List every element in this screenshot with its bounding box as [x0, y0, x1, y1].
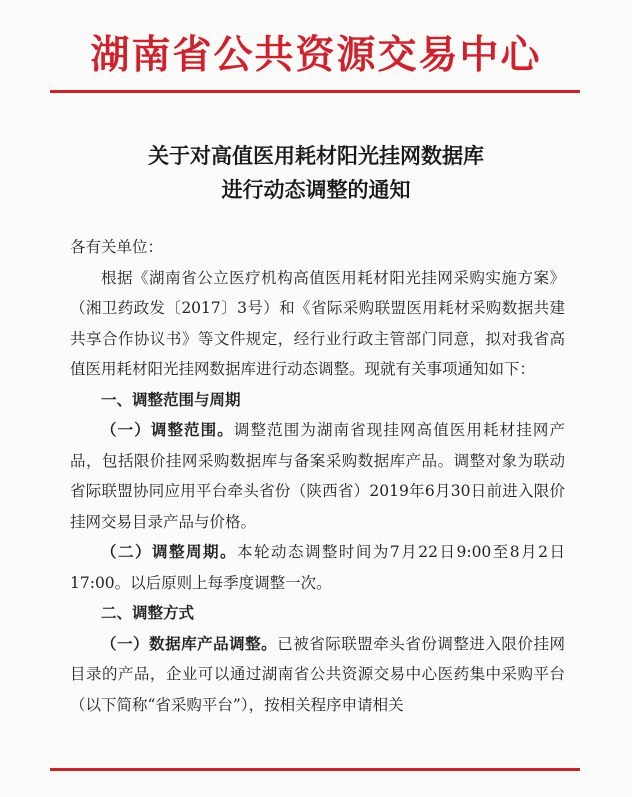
section-1-item-1	[70, 415, 565, 537]
section-1-item-2-label: （二）调整周期。	[101, 542, 237, 561]
section-2-item-1	[70, 629, 565, 721]
salutation: 各有关单位：	[70, 238, 164, 256]
section-2-item-1-text: 已被省际联盟牵头省份调整进入限价挂网目录的产品，企业可以通过湖南省公共资源交易中心医药集中采购平台（以下简称“省采购平台”），按相关程序申请相关	[70, 634, 565, 714]
intro-paragraph: 根据《湖南省公立医疗机构高值医用耗材阳光挂网采购实施方案》（湘卫药政发〔2017〕3号）和《省际采购联盟医用耗材采购数据共建共享合作协议书》等文件规定，经行业行政主管部门同意，拟对我省高值医用耗材阳光挂网数据库进行动态调整。现就有关事项通知如下：	[70, 268, 565, 378]
section-2-item-1-label: （一）数据库产品调整。	[101, 633, 278, 653]
footer-divider	[50, 768, 580, 771]
notice-title-line-2: 进行动态调整的通知	[221, 177, 411, 202]
section-1-heading: 一、调整范围与周期	[101, 389, 241, 409]
section-1-item-1-text: 调整范围为湖南省现挂网高值医用耗材挂网产品，包括限价挂网采购数据库与备案采购数据库产品。调整对象为联动省际联盟协同应用平台牵头省份（陕西省）2019年6月30日前进入限价挂网交易目录产品与价格。	[70, 421, 565, 531]
section-2-heading: 二、调整方式	[101, 603, 195, 622]
letterhead-title: 湖南省公共资源交易中心	[90, 33, 542, 78]
section-1-item-2-text: 本轮动态调整时间为7月22日9:00至8月2日17:00。以后原则上每季度调整一次。	[70, 543, 565, 592]
letterhead-divider	[50, 90, 580, 93]
notice-title-line-1: 关于对高值医用耗材阳光挂网数据库	[148, 143, 484, 168]
body-text	[70, 232, 565, 720]
section-1-item-1-label: （一）调整范围。	[101, 420, 234, 439]
section-1-item-2	[70, 537, 565, 598]
